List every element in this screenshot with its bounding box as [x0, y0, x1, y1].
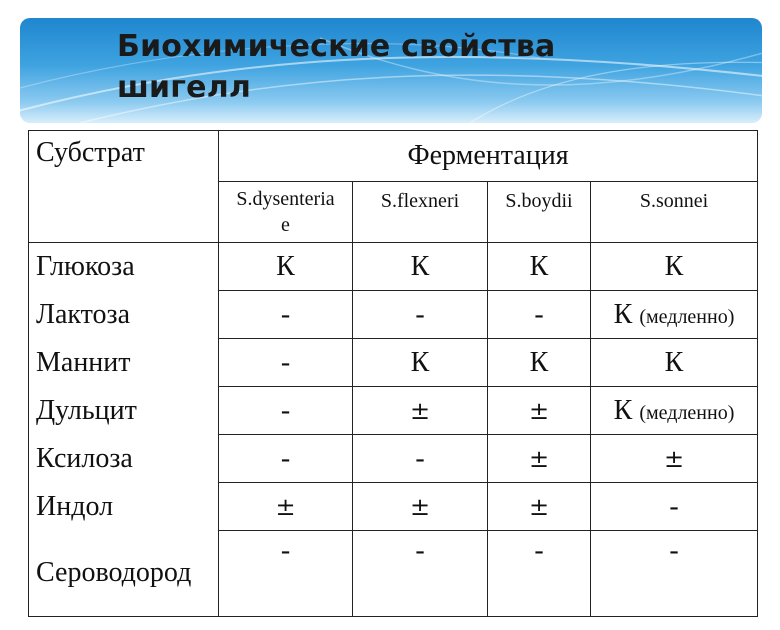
cell-value: К — [591, 339, 758, 387]
cell-value: - — [219, 291, 353, 339]
cell-value: К (медленно) — [591, 387, 758, 435]
table-row — [29, 483, 758, 531]
row-substrate: Сероводород — [29, 531, 219, 617]
cell-value: К — [488, 243, 591, 291]
row-substrate: Глюкоза — [29, 243, 219, 291]
table-row — [29, 291, 758, 339]
cell-value: - — [488, 531, 591, 617]
cell-note: (медленно) — [639, 305, 735, 328]
cell-note: (медленно) — [639, 401, 735, 424]
header-fermentation: Ферментация — [219, 131, 758, 182]
cell-value: ± — [219, 483, 353, 531]
cell-value: - — [353, 291, 488, 339]
cell-value: - — [219, 435, 353, 483]
cell-value: К (медленно) — [591, 291, 758, 339]
cell-value: - — [353, 435, 488, 483]
cell-value: ± — [488, 483, 591, 531]
header-species-sonnei: S.sonnei — [591, 182, 758, 243]
biochemical-properties-table — [28, 130, 758, 617]
cell-value: - — [353, 531, 488, 617]
table-row — [29, 387, 758, 435]
cell-value: К — [219, 243, 353, 291]
cell-value: - — [488, 291, 591, 339]
cell-value: К — [591, 243, 758, 291]
row-substrate: Ксилоза — [29, 435, 219, 483]
row-substrate: Дульцит — [29, 387, 219, 435]
header-species-flexneri: S.flexneri — [353, 182, 488, 243]
cell-value: К — [353, 339, 488, 387]
cell-value: - — [219, 339, 353, 387]
row-substrate: Маннит — [29, 339, 219, 387]
row-substrate: Лактоза — [29, 291, 219, 339]
header-species-boydii: S.boydii — [488, 182, 591, 243]
cell-value: ± — [488, 435, 591, 483]
cell-value: ± — [353, 483, 488, 531]
cell-value: ± — [488, 387, 591, 435]
header-substrate: Субстрат — [29, 131, 219, 243]
table-row — [29, 531, 758, 617]
table-row — [29, 339, 758, 387]
title-line-2: шигелл — [117, 70, 252, 105]
cell-value: К — [488, 339, 591, 387]
row-substrate: Индол — [29, 483, 219, 531]
table-row — [29, 435, 758, 483]
cell-value: - — [219, 387, 353, 435]
cell-value: - — [591, 531, 758, 617]
header-species-dysenteriae: S.dysenteria е — [219, 182, 353, 243]
cell-value: ± — [591, 435, 758, 483]
cell-value: - — [591, 483, 758, 531]
cell-value: - — [219, 531, 353, 617]
table-row — [29, 243, 758, 291]
title-line-1: Биохимические свойства — [117, 29, 556, 64]
cell-value: ± — [353, 387, 488, 435]
cell-value: К — [353, 243, 488, 291]
slide-title — [117, 26, 556, 108]
